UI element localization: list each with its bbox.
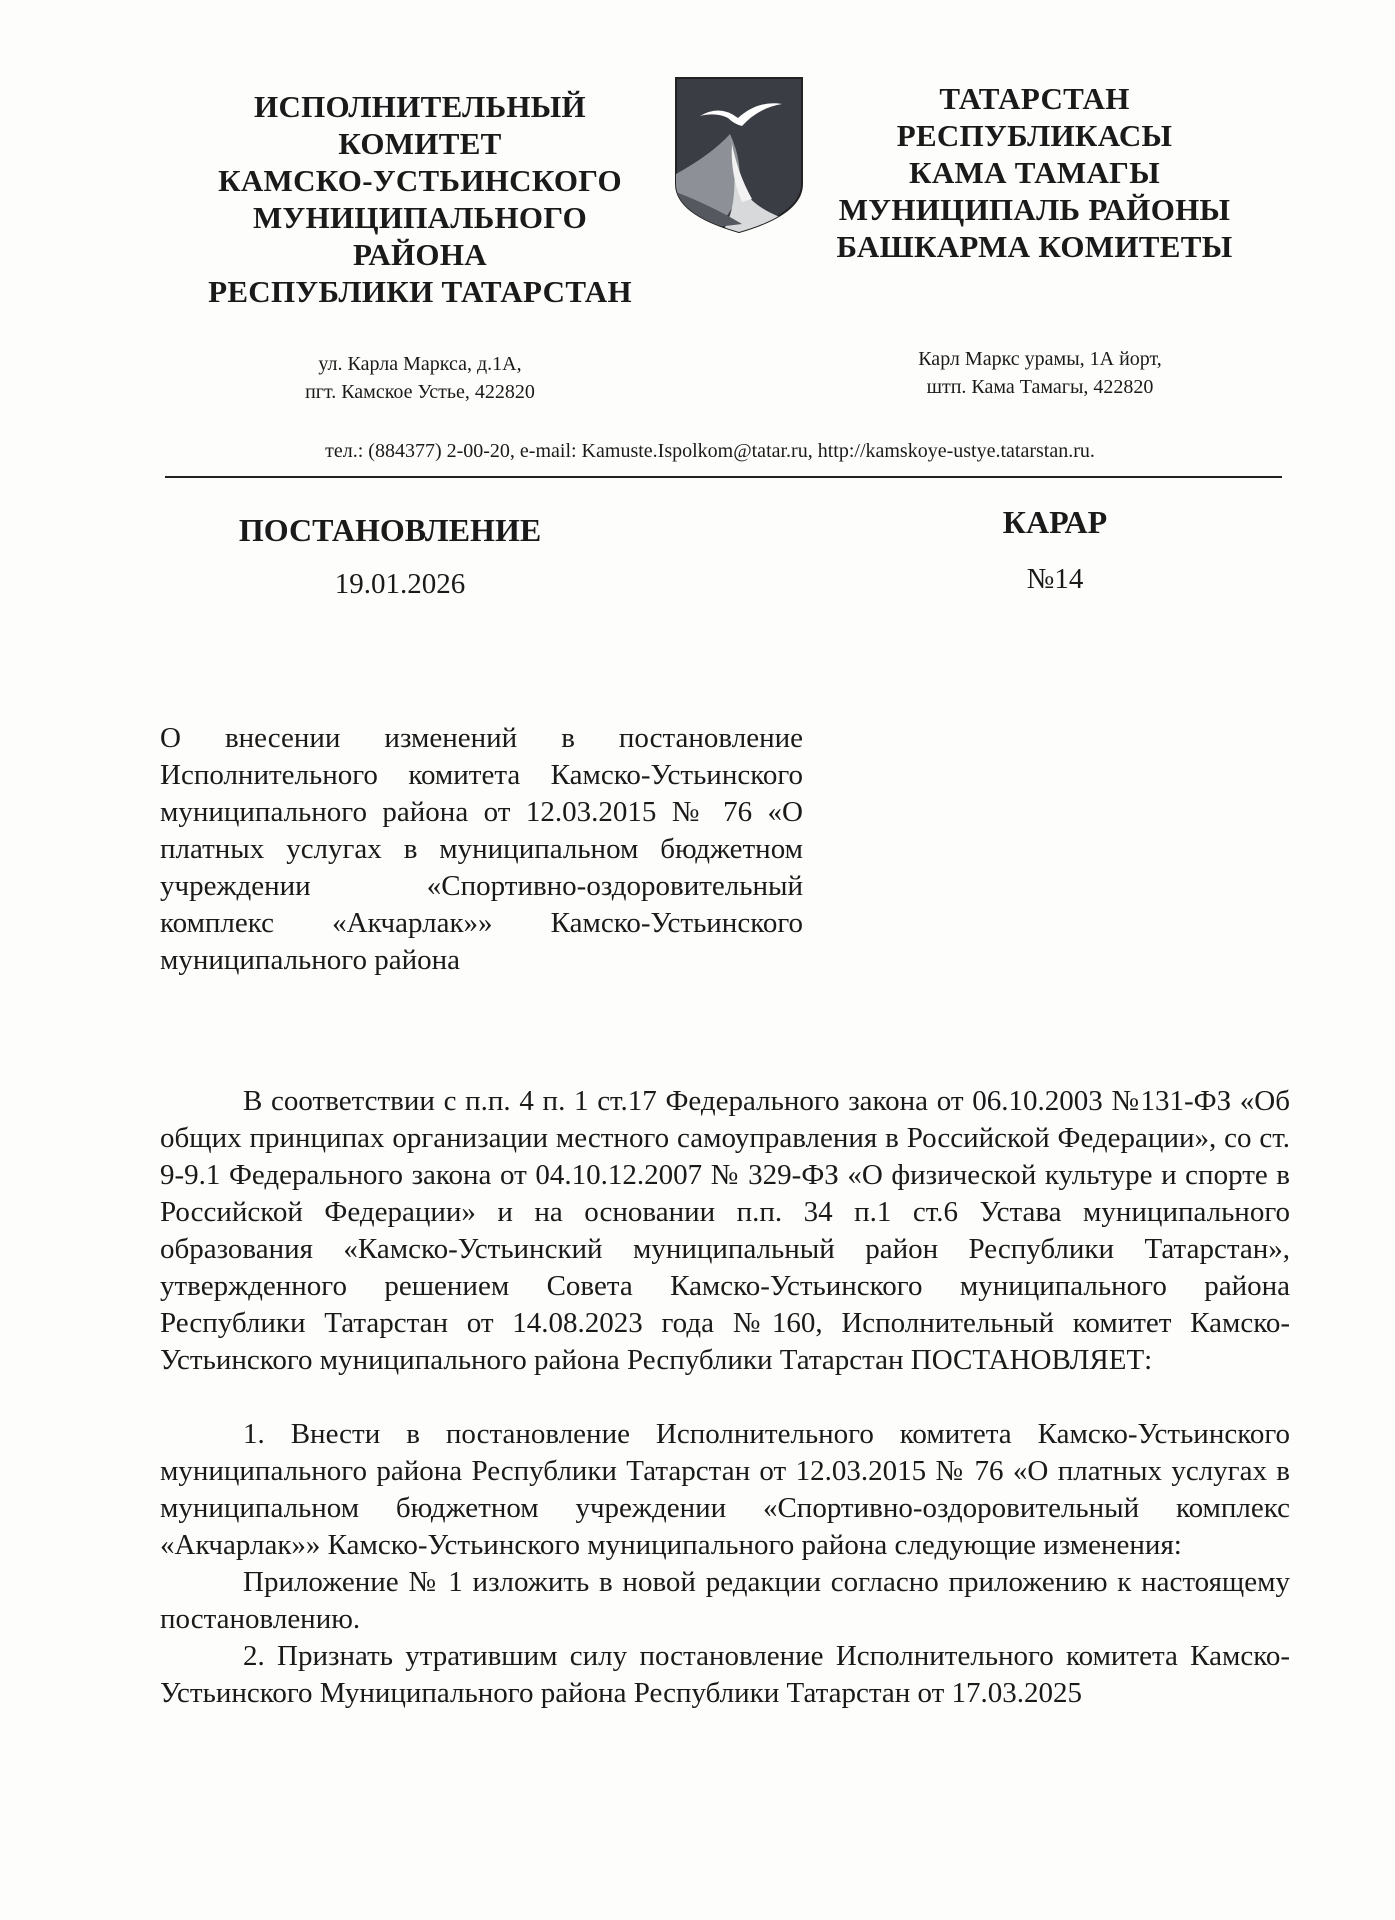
address-tatar xyxy=(875,345,1205,401)
document-type-russian: ПОСТАНОВЛЕНИЕ xyxy=(238,512,542,548)
document-subject xyxy=(160,720,803,979)
issuer-line: ИСПОЛНИТЕЛЬНЫЙ xyxy=(254,89,586,124)
issuer-line: МУНИЦИПАЛЬ РАЙОНЫ xyxy=(838,192,1231,227)
item-2-paragraph: 2. Признать утратившим силу постановление Исполнительного комитета Камско-Устьинского Муниципального района Республики Татарстан от 17.03.2025 xyxy=(160,1640,1290,1709)
issuer-line: РЕСПУБЛИКИ ТАТАРСТАН xyxy=(208,274,632,309)
address-russian xyxy=(250,350,590,406)
header-divider xyxy=(165,476,1282,478)
preamble-paragraph: В соответствии с п.п. 4 п. 1 ст.17 Федерального закона от 06.10.2003 №131-ФЗ «Об общих принципах организации местного самоуправления в Российской Федерации», со ст. 9-9.1 Федерального закона от 04.10.12.2007 № 329-ФЗ «О физической культуре и спорте в Российской Федерации» и на основании п.п. 34 п.1 ст.6 Устава муниципального образования «Камско-Устьинский муниципальный район Республики Татарстан», утвержденного решением Совета Камско-Устьинского муниципального района Республики Татарстан от 14.08.2023 года №160, Исполнительный комитет Камско-Устьинского муниципального района Республики Татарстан ПОСТАНОВЛЯЕТ: xyxy=(160,1085,1290,1376)
item-1-paragraph: 1. Внести в постановление Исполнительного комитета Камско-Устьинского муниципального района Республики Татарстан от 12.03.2015 № 76 «О платных услугах в муниципальном бюджетном учреждении «Спортивно-оздоровительный комплекс «Акчарлак»» Камско-Устьинского муниципального района следующие изменения: xyxy=(160,1418,1290,1561)
subject-text: О внесении изменений в постановление Исполнительного комитета Камско-Устьинского муниципального района от 12.03.2015 № 76 «О платных услугах в муниципальном бюджетном учреждении «Спортивно-оздоровительный комплекс «Акчарлак»» Камско-Устьинского муниципального района xyxy=(160,722,803,976)
address-line: пгт. Камское Устье, 422820 xyxy=(305,381,535,403)
issuer-line: КОМИТЕТ xyxy=(338,126,502,161)
coat-of-arms-seagull-icon xyxy=(672,74,806,234)
document-body xyxy=(160,1083,1290,1712)
issuer-line: МУНИЦИПАЛЬНОГО xyxy=(252,200,588,235)
issuer-line: БАШКАРМА КОМИТЕТЫ xyxy=(836,229,1233,264)
contacts-line: тел.: (884377) 2-00-20, e-mail: Kamuste.Ispolkom@tatar.ru, http://kamskoye-ustye.tatarstan.ru. xyxy=(325,440,1095,462)
address-line: ул. Карла Маркса, д.1А, xyxy=(318,353,522,375)
issuer-line: КАМСКО-УСТЬИНСКОГО xyxy=(218,163,622,198)
address-line: штп. Кама Тамагы, 422820 xyxy=(926,376,1154,398)
address-line: Карл Маркс урамы, 1А йорт, xyxy=(918,348,1162,370)
issuer-line: КАМА ТАМАГЫ xyxy=(909,155,1160,190)
document-type-tatar: КАРАР xyxy=(1002,504,1108,540)
item-1-detail-paragraph: Приложение № 1 изложить в новой редакции согласно приложению к настоящему постановлению. xyxy=(160,1566,1290,1635)
issuer-line: ТАТАРСТАН xyxy=(939,81,1130,116)
issuer-name-tatar xyxy=(812,80,1257,265)
issuer-line: РЕСПУБЛИКАСЫ xyxy=(896,118,1173,153)
issuer-name-russian xyxy=(185,88,655,310)
document-date: 19.01.2026 xyxy=(334,568,466,600)
document-number: №14 xyxy=(1026,563,1084,595)
issuer-line: РАЙОНА xyxy=(353,237,487,272)
